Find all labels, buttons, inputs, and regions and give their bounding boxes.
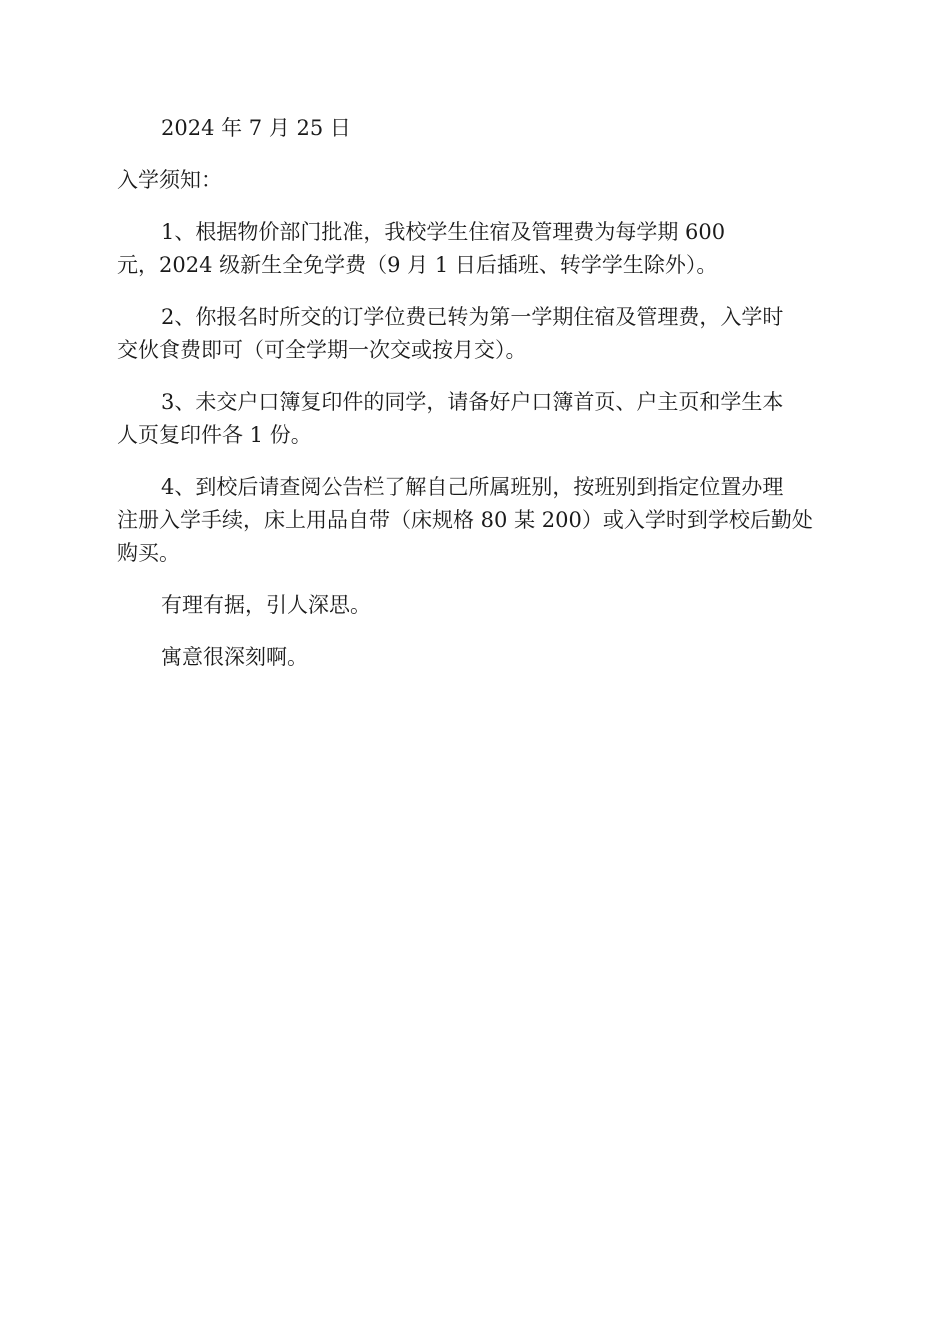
notice-item-2-line-2: 交伙食费即可（可全学期一次交或按月交）。 [117, 338, 527, 362]
document-date: 2024 年 7 月 25 日 [161, 116, 351, 140]
notice-item-4-line-1: 4、到校后请查阅公告栏了解自己所属班别，按班别到指定位置办理 [161, 475, 784, 499]
notice-item-1-line-1: 1、根据物价部门批准，我校学生住宿及管理费为每学期 600 [161, 220, 726, 244]
document-page [117, 112, 835, 693]
notice-item-1 [117, 216, 835, 282]
notice-item-3-line-1: 3、未交户口簿复印件的同学，请备好户口簿首页、户主页和学生本 [161, 390, 784, 414]
document-heading: 入学须知： [117, 168, 222, 192]
notice-item-1-line-2: 元，2024 级新生全免学费（9 月 1 日后插班、转学学生除外）。 [117, 253, 718, 277]
notice-item-2-line-1: 2、你报名时所交的订学位费已转为第一学期住宿及管理费，入学时 [161, 305, 784, 329]
notice-item-2 [117, 301, 835, 367]
notice-item-3 [117, 386, 835, 452]
comment-2: 寓意很深刻啊。 [161, 645, 308, 669]
notice-item-4 [117, 471, 835, 570]
notice-item-4-line-2: 注册入学手续，床上用品自带（床规格 80 某 200）或入学时到学校后勤处 [117, 508, 813, 532]
notice-item-3-line-2: 人页复印件各 1 份。 [117, 423, 312, 447]
comment-1: 有理有据，引人深思。 [161, 593, 371, 617]
notice-item-4-line-3: 购买。 [117, 541, 180, 565]
